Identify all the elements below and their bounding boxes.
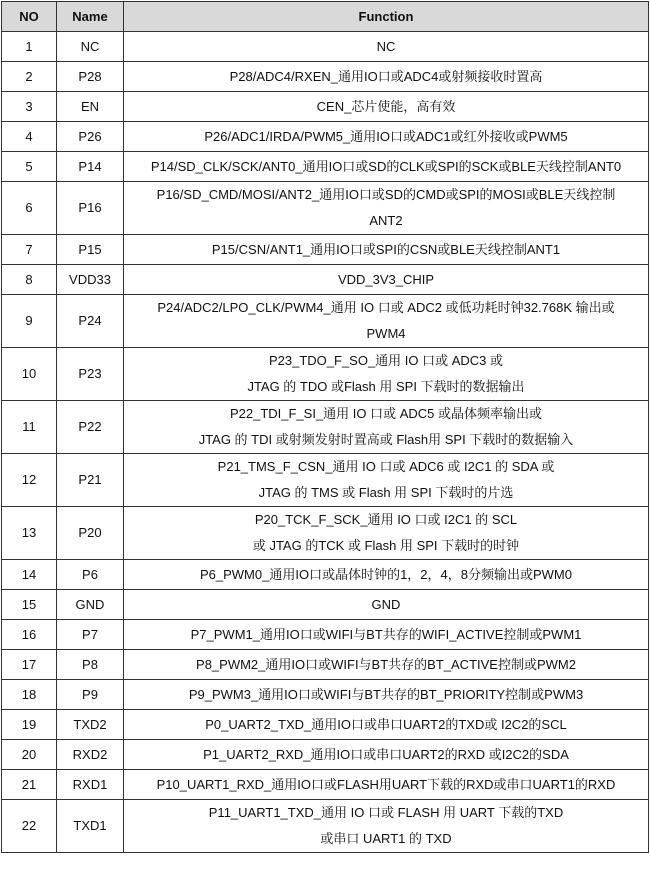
pin-name-cell: P28 <box>57 62 124 92</box>
pin-function-cell <box>124 680 649 710</box>
pin-function-cell <box>124 800 649 853</box>
pin-number-cell: 10 <box>2 348 57 401</box>
pin-number-cell: 13 <box>2 507 57 560</box>
function-line: 或串口 UART1 的 TXD <box>320 831 452 846</box>
pin-function-cell <box>124 182 649 235</box>
function-line: P16/SD_CMD/MOSI/ANT2_通用IO口或SD的CMD或SPI的MOSI或BLE天线控制 <box>156 187 616 202</box>
pin-function-cell <box>124 92 649 122</box>
pin-function-cell <box>124 348 649 401</box>
pin-name-cell: P15 <box>57 235 124 265</box>
pin-function-cell <box>124 740 649 770</box>
pin-name-cell: TXD1 <box>57 800 124 853</box>
function-line: GND <box>371 597 401 612</box>
function-line: P26/ADC1/IRDA/PWM5_通用IO口或ADC1或红外接收或PWM5 <box>204 129 568 144</box>
function-line: P8_PWM2_通用IO口或WIFI与BT共存的BT_ACTIVE控制或PWM2 <box>196 657 576 672</box>
table-body <box>2 32 649 853</box>
function-line: JTAG 的 TMS 或 Flash 用 SPI 下载时的片选 <box>258 485 514 500</box>
pin-number-cell: 7 <box>2 235 57 265</box>
pin-function-table <box>1 1 649 853</box>
function-line: P28/ADC4/RXEN_通用IO口或ADC4或射频接收时置高 <box>229 69 543 84</box>
pin-function-cell <box>124 32 649 62</box>
pin-name-cell: RXD1 <box>57 770 124 800</box>
pin-function-cell <box>124 62 649 92</box>
pin-name-cell: P20 <box>57 507 124 560</box>
pin-name-cell: RXD2 <box>57 740 124 770</box>
pin-number-cell: 21 <box>2 770 57 800</box>
function-line: P24/ADC2/LPO_CLK/PWM4_通用 IO 口或 ADC2 或低功耗时钟32.768K 输出或 <box>157 300 615 315</box>
pin-name-cell: P14 <box>57 152 124 182</box>
pin-number-cell: 11 <box>2 401 57 454</box>
function-line: P14/SD_CLK/SCK/ANT0_通用IO口或SD的CLK或SPI的SCK或BLE天线控制ANT0 <box>150 159 622 174</box>
pin-name-cell: P21 <box>57 454 124 507</box>
pin-function-cell <box>124 235 649 265</box>
pin-function-cell <box>124 454 649 507</box>
pin-function-cell <box>124 590 649 620</box>
pin-number-cell: 4 <box>2 122 57 152</box>
table-row <box>2 348 649 401</box>
table-row <box>2 235 649 265</box>
pin-number-cell: 16 <box>2 620 57 650</box>
pin-number-cell: 8 <box>2 265 57 295</box>
pin-name-cell: P26 <box>57 122 124 152</box>
header-function: Function <box>124 2 649 32</box>
pin-number-cell: 20 <box>2 740 57 770</box>
function-line: P20_TCK_F_SCK_通用 IO 口或 I2C1 的 SCL <box>254 512 518 527</box>
pin-name-cell: NC <box>57 32 124 62</box>
pin-function-cell <box>124 560 649 590</box>
table-row <box>2 590 649 620</box>
table-row <box>2 182 649 235</box>
pin-function-cell <box>124 265 649 295</box>
function-line: P9_PWM3_通用IO口或WIFI与BT共存的BT_PRIORITY控制或PWM3 <box>188 687 584 702</box>
pin-function-cell <box>124 710 649 740</box>
pin-number-cell: 2 <box>2 62 57 92</box>
pin-function-cell <box>124 401 649 454</box>
function-line: P10_UART1_RXD_通用IO口或FLASH用UART下载的RXD或串口UART1的RXD <box>156 777 616 792</box>
pin-number-cell: 15 <box>2 590 57 620</box>
pin-function-cell <box>124 650 649 680</box>
table-row <box>2 401 649 454</box>
pin-name-cell: P24 <box>57 295 124 348</box>
table-row <box>2 740 649 770</box>
pin-function-cell <box>124 770 649 800</box>
table-row <box>2 650 649 680</box>
pin-function-cell <box>124 620 649 650</box>
function-line: 或 JTAG 的TCK 或 Flash 用 SPI 下载时的时钟 <box>252 538 520 553</box>
function-line: P15/CSN/ANT1_通用IO口或SPI的CSN或BLE天线控制ANT1 <box>211 242 561 257</box>
pin-name-cell: VDD33 <box>57 265 124 295</box>
function-line: NC <box>376 39 396 54</box>
table-row <box>2 62 649 92</box>
table-row <box>2 710 649 740</box>
pin-number-cell: 1 <box>2 32 57 62</box>
table-row <box>2 122 649 152</box>
pin-number-cell: 19 <box>2 710 57 740</box>
table-row <box>2 152 649 182</box>
pin-function-cell <box>124 152 649 182</box>
pin-number-cell: 12 <box>2 454 57 507</box>
table-row <box>2 680 649 710</box>
table-row <box>2 454 649 507</box>
table-row <box>2 620 649 650</box>
pin-function-cell <box>124 507 649 560</box>
function-line: CEN_芯片使能，高有效 <box>316 99 456 114</box>
function-line: P23_TDO_F_SO_通用 IO 口或 ADC3 或 <box>268 353 504 368</box>
table-row <box>2 800 649 853</box>
function-line: P7_PWM1_通用IO口或WIFI与BT共存的WIFI_ACTIVE控制或PWM1 <box>190 627 582 642</box>
table-row <box>2 92 649 122</box>
function-line: P6_PWM0_通用IO口或晶体时钟的1，2，4，8分频输出或PWM0 <box>199 567 572 582</box>
pin-function-cell <box>124 295 649 348</box>
function-line: P0_UART2_TXD_通用IO口或串口UART2的TXD或 I2C2的SCL <box>205 717 567 732</box>
pin-number-cell: 14 <box>2 560 57 590</box>
function-line: P21_TMS_F_CSN_通用 IO 口或 ADC6 或 I2C1 的 SDA 或 <box>217 459 555 474</box>
pin-name-cell: P7 <box>57 620 124 650</box>
pin-number-cell: 22 <box>2 800 57 853</box>
pin-name-cell: P8 <box>57 650 124 680</box>
table-row <box>2 507 649 560</box>
pin-number-cell: 3 <box>2 92 57 122</box>
pin-name-cell: TXD2 <box>57 710 124 740</box>
function-line: PWM4 <box>366 326 406 341</box>
table-row <box>2 560 649 590</box>
table-row <box>2 32 649 62</box>
pin-name-cell: EN <box>57 92 124 122</box>
pin-name-cell: GND <box>57 590 124 620</box>
function-line: P1_UART2_RXD_通用IO口或串口UART2的RXD 或I2C2的SDA <box>203 747 569 762</box>
pin-name-cell: P6 <box>57 560 124 590</box>
pin-number-cell: 6 <box>2 182 57 235</box>
header-no: NO <box>2 2 57 32</box>
function-line: VDD_3V3_CHIP <box>337 272 435 287</box>
function-line: JTAG 的 TDO 或Flash 用 SPI 下载时的数据输出 <box>247 379 525 394</box>
function-line: JTAG 的 TDI 或射频发射时置高或 Flash用 SPI 下载时的数据输入 <box>198 432 574 447</box>
header-row <box>2 2 649 32</box>
pin-number-cell: 18 <box>2 680 57 710</box>
pin-name-cell: P23 <box>57 348 124 401</box>
header-name: Name <box>57 2 124 32</box>
pin-name-cell: P16 <box>57 182 124 235</box>
pin-name-cell: P9 <box>57 680 124 710</box>
function-line: ANT2 <box>369 213 403 228</box>
table-row <box>2 295 649 348</box>
table-row <box>2 265 649 295</box>
pin-number-cell: 5 <box>2 152 57 182</box>
table-row <box>2 770 649 800</box>
pin-number-cell: 17 <box>2 650 57 680</box>
function-line: P22_TDI_F_SI_通用 IO 口或 ADC5 或晶体频率输出或 <box>229 406 543 421</box>
pin-name-cell: P22 <box>57 401 124 454</box>
pin-number-cell: 9 <box>2 295 57 348</box>
function-line: P11_UART1_TXD_通用 IO 口或 FLASH 用 UART 下载的TXD <box>208 805 564 820</box>
pin-function-cell <box>124 122 649 152</box>
